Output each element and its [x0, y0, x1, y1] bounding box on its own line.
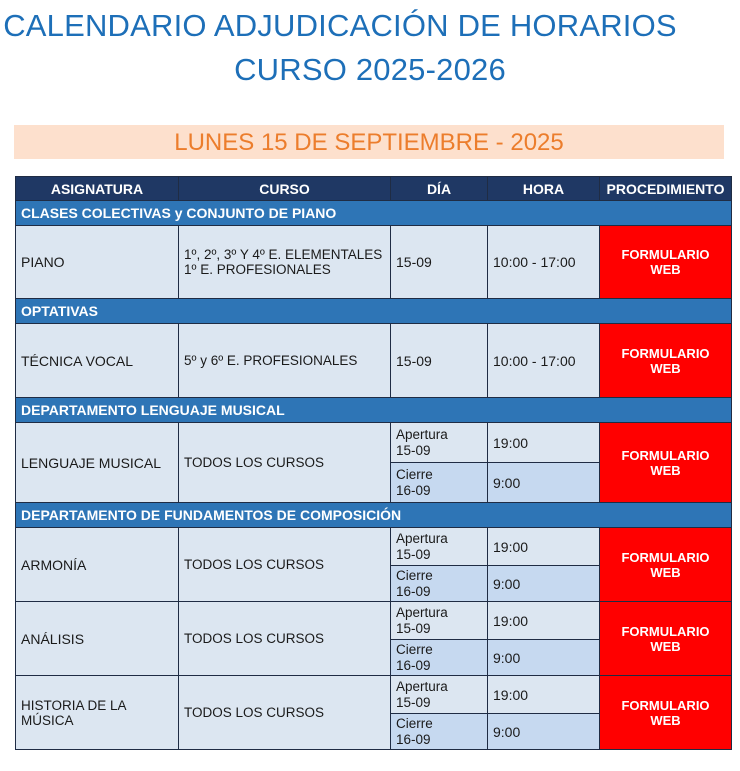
column-header-asignatura: ASIGNATURA	[16, 177, 179, 201]
open-hour-cell: 19:00	[488, 676, 600, 714]
table-row	[16, 602, 732, 640]
close-label: Cierre	[396, 466, 433, 482]
close-date: 16-09	[396, 482, 431, 498]
close-hour-cell: 9:00	[488, 463, 600, 503]
close-date: 16-09	[396, 657, 431, 673]
open-hour-cell: 19:00	[488, 423, 600, 463]
procedure-link[interactable]: FORMULARIO WEB	[600, 324, 732, 398]
schedule-table	[15, 176, 732, 750]
table-row	[16, 676, 732, 714]
open-date: 15-09	[396, 694, 431, 710]
section-title: DEPARTAMENTO LENGUAJE MUSICAL	[16, 398, 732, 423]
course-cell: TODOS LOS CURSOS	[179, 423, 391, 503]
section-title: CLASES COLECTIVAS y CONJUNTO DE PIANO	[16, 201, 732, 226]
date-banner: LUNES 15 DE SEPTIEMBRE - 2025	[14, 125, 724, 159]
subject-cell: TÉCNICA VOCAL	[16, 324, 179, 398]
open-day-cell	[391, 602, 488, 640]
section-header-row	[16, 201, 732, 226]
open-day-cell	[391, 423, 488, 463]
close-hour-cell: 9:00	[488, 566, 600, 602]
day-cell: 15-09	[391, 324, 488, 398]
subject-cell: ARMONÍA	[16, 528, 179, 602]
section-title: OPTATIVAS	[16, 299, 732, 324]
procedure-link[interactable]: FORMULARIO WEB	[600, 226, 732, 299]
close-day-cell	[391, 714, 488, 750]
section-header-row	[16, 398, 732, 423]
table-row	[16, 324, 732, 398]
open-date: 15-09	[396, 620, 431, 636]
close-date: 16-09	[396, 583, 431, 599]
close-day-cell	[391, 566, 488, 602]
open-day-cell	[391, 676, 488, 714]
table-header-row	[16, 177, 732, 201]
procedure-link[interactable]: FORMULARIO WEB	[600, 423, 732, 503]
section-title: DEPARTAMENTO DE FUNDAMENTOS DE COMPOSICIÓN	[16, 503, 732, 528]
subject-cell: ANÁLISIS	[16, 602, 179, 676]
close-hour-cell: 9:00	[488, 714, 600, 750]
open-label: Apertura	[396, 604, 448, 620]
procedure-link[interactable]: FORMULARIO WEB	[600, 676, 732, 750]
course-line: 1º E. PROFESIONALES	[184, 262, 331, 277]
close-day-cell	[391, 463, 488, 503]
subject-cell: LENGUAJE MUSICAL	[16, 423, 179, 503]
course-year-title: CURSO 2025-2026	[234, 52, 506, 87]
hour-cell: 10:00 - 17:00	[488, 324, 600, 398]
table-row	[16, 528, 732, 566]
column-header-curso: CURSO	[179, 177, 391, 201]
close-day-cell	[391, 640, 488, 676]
course-cell	[179, 226, 391, 299]
course-cell: TODOS LOS CURSOS	[179, 602, 391, 676]
open-hour-cell: 19:00	[488, 602, 600, 640]
close-label: Cierre	[396, 567, 433, 583]
day-cell: 15-09	[391, 226, 488, 299]
course-cell: TODOS LOS CURSOS	[179, 676, 391, 750]
column-header-dia: DÍA	[391, 177, 488, 201]
open-label: Apertura	[396, 530, 448, 546]
open-day-cell	[391, 528, 488, 566]
subject-cell: HISTORIA DE LA MÚSICA	[16, 676, 179, 750]
page-title: CALENDARIO ADJUDICACIÓN DE HORARIOS	[3, 8, 677, 43]
procedure-link[interactable]: FORMULARIO WEB	[600, 528, 732, 602]
course-line: 1º, 2º, 3º Y 4º E. ELEMENTALES	[184, 247, 383, 262]
subject-cell: PIANO	[16, 226, 179, 299]
section-header-row	[16, 299, 732, 324]
column-header-hora: HORA	[488, 177, 600, 201]
section-header-row	[16, 503, 732, 528]
table-row	[16, 226, 732, 299]
course-cell: TODOS LOS CURSOS	[179, 528, 391, 602]
open-label: Apertura	[396, 426, 448, 442]
column-header-procedimiento: PROCEDIMIENTO	[600, 177, 732, 201]
open-label: Apertura	[396, 678, 448, 694]
course-cell: 5º y 6º E. PROFESIONALES	[179, 324, 391, 398]
open-date: 15-09	[396, 546, 431, 562]
open-hour-cell: 19:00	[488, 528, 600, 566]
close-label: Cierre	[396, 641, 433, 657]
procedure-link[interactable]: FORMULARIO WEB	[600, 602, 732, 676]
open-date: 15-09	[396, 442, 431, 458]
table-row	[16, 423, 732, 463]
close-date: 16-09	[396, 731, 431, 747]
hour-cell: 10:00 - 17:00	[488, 226, 600, 299]
close-label: Cierre	[396, 715, 433, 731]
close-hour-cell: 9:00	[488, 640, 600, 676]
